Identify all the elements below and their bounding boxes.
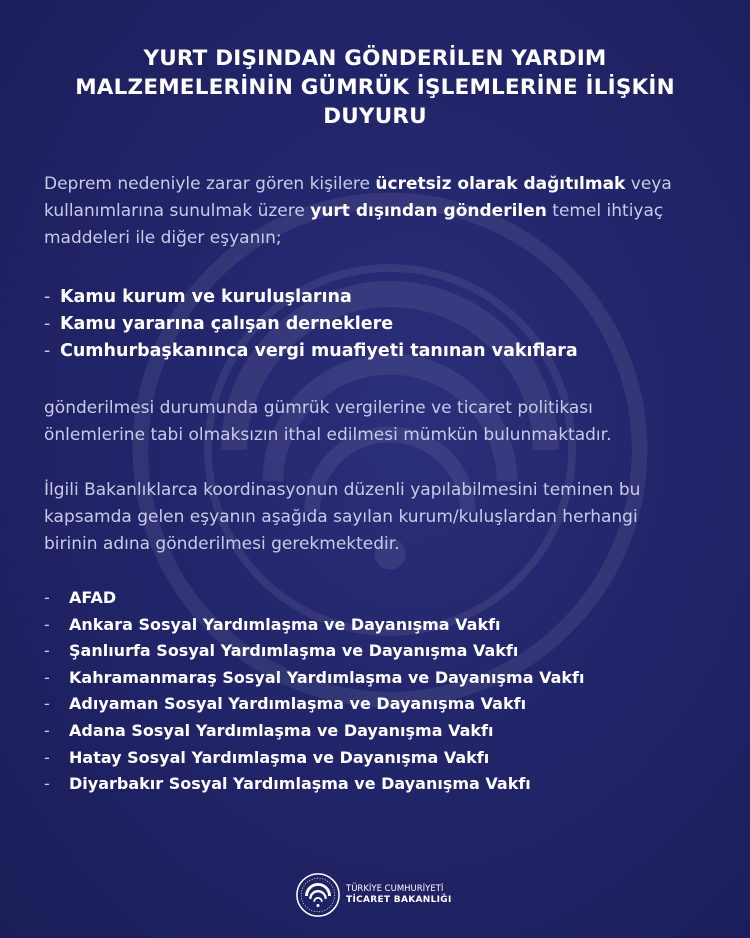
- list-item-label: Adana Sosyal Yardımlaşma ve Dayanışma Vakfı: [69, 720, 494, 740]
- list-item-label: AFAD: [69, 588, 117, 607]
- logo-line-1: TÜRKİYE CUMHURİYETİ: [346, 884, 444, 894]
- title-line-3: DUYURU: [323, 104, 427, 129]
- list-item-label: Kamu yararına çalışan derneklere: [60, 314, 394, 334]
- intro-emphasis: yurt dışından gönderilen: [310, 201, 547, 221]
- intro-text: veya: [625, 174, 672, 194]
- list-dash: -: [44, 341, 51, 361]
- list-item: [44, 691, 724, 718]
- list-item-label: Ankara Sosyal Yardımlaşma ve Dayanışma Vakfı: [69, 614, 501, 634]
- list-item-label: Adıyaman Sosyal Yardımlaşma ve Dayanışma Vakfı: [69, 694, 527, 714]
- list-item-label: Cumhurbaşkanınca vergi muafiyeti tanınan vakıflara: [60, 341, 578, 361]
- list-dash: -: [44, 667, 50, 687]
- intro-text: kullanımlarına sunulmak üzere: [44, 201, 311, 221]
- list-dash: -: [44, 720, 50, 740]
- logo-line-2: TİCARET BAKANLIĞI: [346, 895, 452, 905]
- ministry-emblem-icon: [295, 872, 341, 918]
- list-item-label: Kahramanmaraş Sosyal Yardımlaşma ve Dayanışma Vakfı: [69, 667, 585, 687]
- ministry-name: [346, 884, 452, 906]
- list-item-label: Şanlıurfa Sosyal Yardımlaşma ve Dayanışma Vakfı: [69, 641, 519, 661]
- list-dash: -: [44, 641, 50, 661]
- title-line-1: YURT DIŞINDAN GÖNDERİLEN YARDIM: [143, 46, 607, 71]
- coordination-line-2: kapsamda gelen eşyanın aşağıda sayılan kurum/kuluşlardan herhangi: [44, 507, 638, 527]
- intro-emphasis: ücretsiz olarak dağıtılmak: [375, 174, 626, 194]
- ministry-logo: [295, 872, 470, 920]
- list-dash: -: [44, 588, 50, 607]
- intro-paragraph: [44, 171, 714, 252]
- list-dash: -: [44, 614, 50, 634]
- list-item: [44, 718, 724, 745]
- list-item: [44, 284, 724, 311]
- list-dash: -: [44, 694, 50, 714]
- list-item-label: Hatay Sosyal Yardımlaşma ve Dayanışma Vakfı: [69, 747, 490, 767]
- list-item: [44, 771, 724, 798]
- coordination-line-3: birinin adına gönderilmesi gerekmektedir.: [44, 534, 400, 554]
- list-item: [44, 745, 724, 772]
- intro-text: Deprem nedeniyle zarar gören kişilere: [44, 174, 376, 194]
- intro-line-3: maddeleri ile diğer eşyanın;: [44, 228, 282, 248]
- customs-line-1: gönderilmesi durumunda gümrük vergilerine ve ticaret politikası: [44, 398, 593, 418]
- list-item: [44, 612, 724, 639]
- customs-paragraph: [44, 395, 714, 449]
- coordination-paragraph: [44, 477, 714, 558]
- intro-text: temel ihtiyaç: [546, 201, 664, 221]
- list-item-label: Diyarbakır Sosyal Yardımlaşma ve Dayanışma Vakfı: [69, 774, 531, 794]
- list-dash: -: [44, 314, 51, 334]
- list-dash: -: [44, 774, 50, 794]
- title-line-2: MALZEMELERİNİN GÜMRÜK İŞLEMLERİNE İLİŞKİN: [75, 75, 675, 100]
- list-dash: -: [44, 747, 50, 767]
- intro-line-1: [44, 171, 714, 198]
- list-item: [44, 665, 724, 692]
- intro-line-2: [44, 198, 714, 225]
- list-item: [44, 311, 724, 338]
- coordination-line-1: İlgili Bakanlıklarca koordinasyonun düzenli yapılabilmesini teminen bu: [44, 480, 641, 500]
- recipient-list: [44, 284, 724, 365]
- list-item-label: Kamu kurum ve kuruluşlarına: [60, 287, 352, 307]
- customs-line-2: önlemlerine tabi olmaksızın ithal edilmesi mümkün bulunmaktadır.: [44, 425, 612, 445]
- list-item: [44, 638, 724, 665]
- page-title: [0, 44, 750, 131]
- institution-list: [44, 585, 724, 798]
- list-dash: -: [44, 287, 51, 307]
- list-item: [44, 338, 724, 365]
- list-item: [44, 585, 724, 612]
